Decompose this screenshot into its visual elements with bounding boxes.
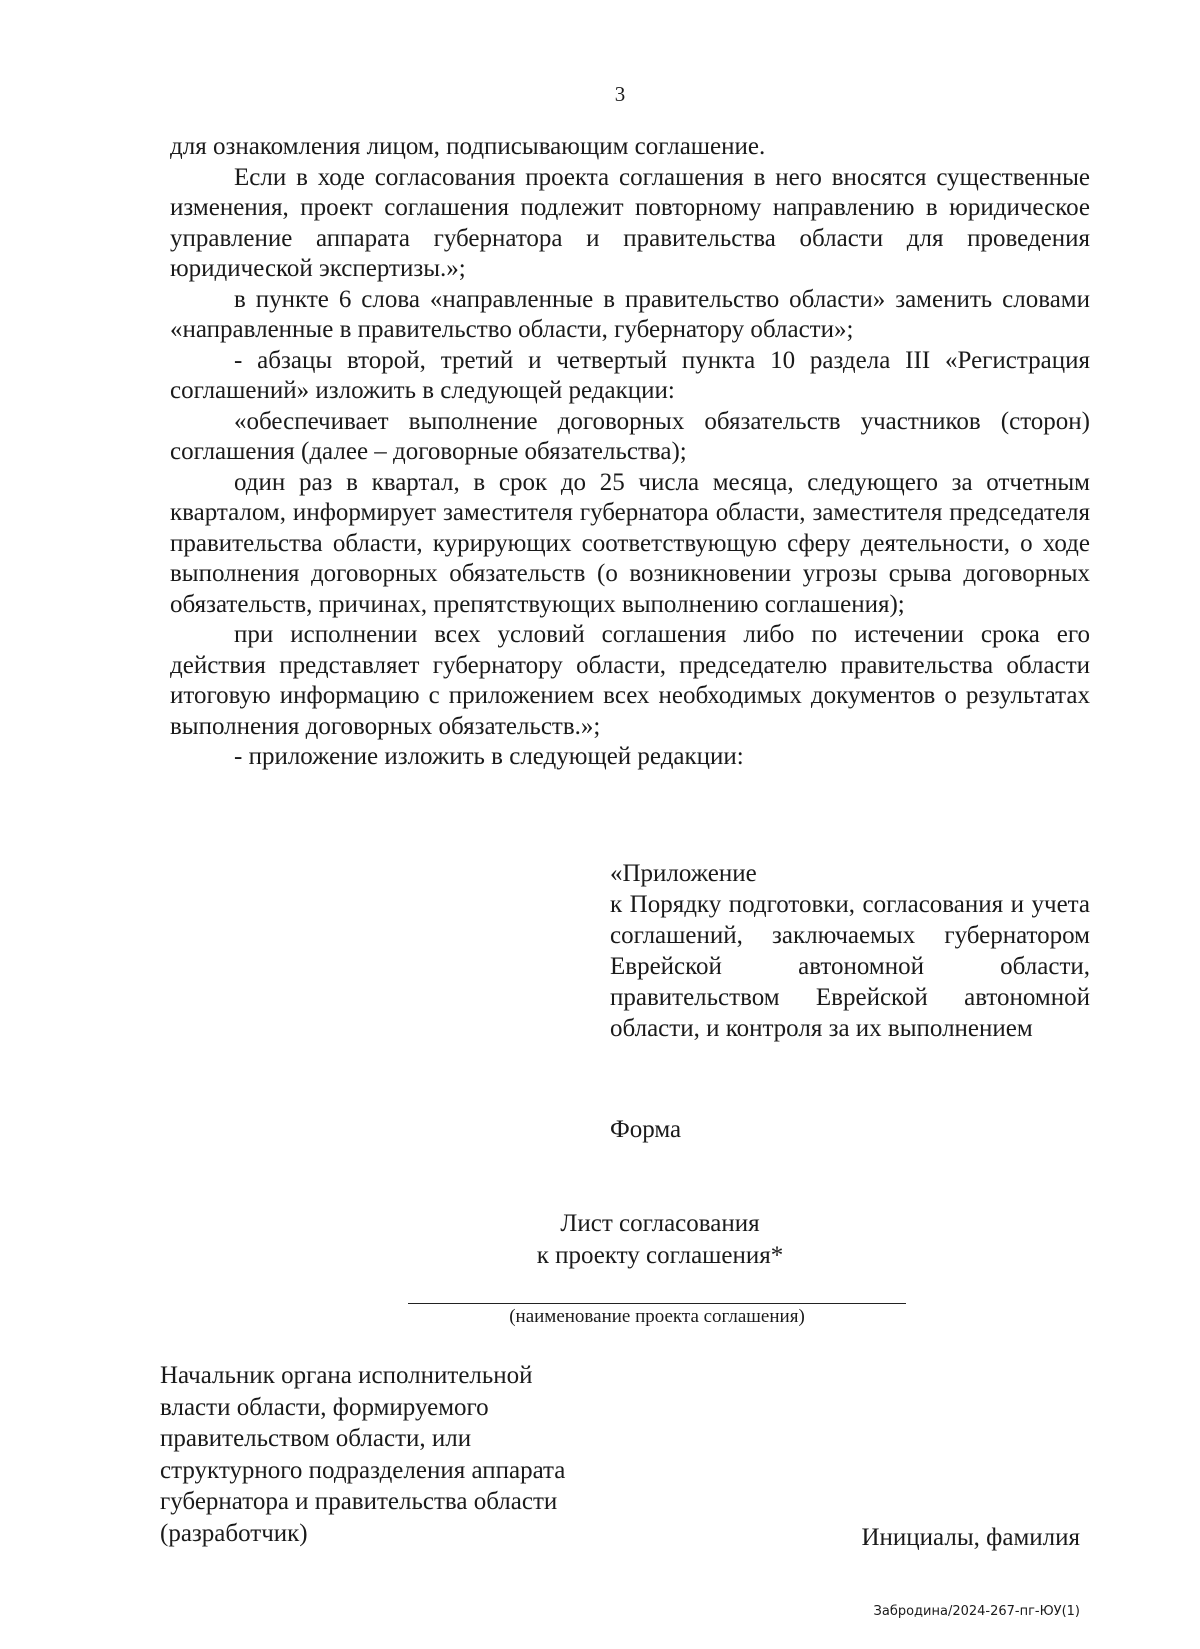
name-caption: (наименование проекта соглашения) xyxy=(509,1306,805,1327)
signatory-line: губернатора и правительства области xyxy=(160,1488,558,1515)
sheet-title xyxy=(380,1208,940,1272)
paragraph: при исполнении всех условий соглашения либо по истечении срока его действия представляет губернатору области, председателю правительства области итоговую информацию с приложением всех необходимых документов о результатах выполнения договорных обязательств.»; xyxy=(170,621,1090,740)
footer-reference: Забродина/2024-267-пг-ЮУ(1) xyxy=(873,1604,1080,1619)
name-underline xyxy=(408,1303,906,1304)
signatory-line: правительством области, или xyxy=(160,1425,472,1452)
signatory-line: Начальник органа исполнительной xyxy=(160,1362,533,1389)
body-text xyxy=(170,132,1090,773)
signatory-line: (разработчик) xyxy=(160,1519,308,1547)
paragraph: «обеспечивает выполнение договорных обязательств участников (сторон) соглашения (далее – договорные обязательства); xyxy=(170,407,1090,465)
page-number: 3 xyxy=(614,82,626,106)
appendix-text: к Порядку подготовки, согласования и учета соглашений, заключаемых губернатором Еврейской автономной области, правительством Еврейской автономной области, и контроля за их выполнением xyxy=(610,891,1090,1042)
paragraph: для ознакомления лицом, подписывающим соглашение. xyxy=(170,133,766,160)
sheet-title-line: к проекту соглашения* xyxy=(536,1242,784,1269)
signatory-line: структурного подразделения аппарата xyxy=(160,1456,566,1484)
signatory-block xyxy=(160,1360,640,1549)
form-label: Форма xyxy=(610,1116,682,1143)
paragraph: один раз в квартал, в срок до 25 числа месяца, следующего за отчетным кварталом, информирует заместителя губернатора области, заместителя председателя правительства области, курирующих соответствующую сферу деятельности, о ходе выполнения договорных обязательств (о возникновении угрозы срыва договорных обязательств, причинах, препятствующих выполнению соглашения); xyxy=(170,468,1090,618)
sheet-title-line: Лист согласования xyxy=(560,1210,760,1237)
appendix-header xyxy=(610,858,1090,1044)
paragraph: - абзацы второй, третий и четвертый пункта 10 раздела III «Регистрация соглашений» изложить в следующей редакции: xyxy=(170,346,1090,404)
initials-label: Инициалы, фамилия xyxy=(861,1524,1080,1551)
paragraph: - приложение изложить в следующей редакции: xyxy=(234,743,744,770)
signatory-line: власти области, формируемого xyxy=(160,1393,489,1421)
paragraph: Если в ходе согласования проекта соглашения в него вносятся существенные изменения, проект соглашения подлежит повторному направлению в юридическое управление аппарата губернатора и правительства области для проведения юридической экспертизы.»; xyxy=(170,163,1090,282)
paragraph: в пункте 6 слова «направленные в правительство области» заменить словами «направленные в правительство области, губернатору области»; xyxy=(170,285,1090,343)
appendix-title: «Приложение xyxy=(610,860,757,887)
